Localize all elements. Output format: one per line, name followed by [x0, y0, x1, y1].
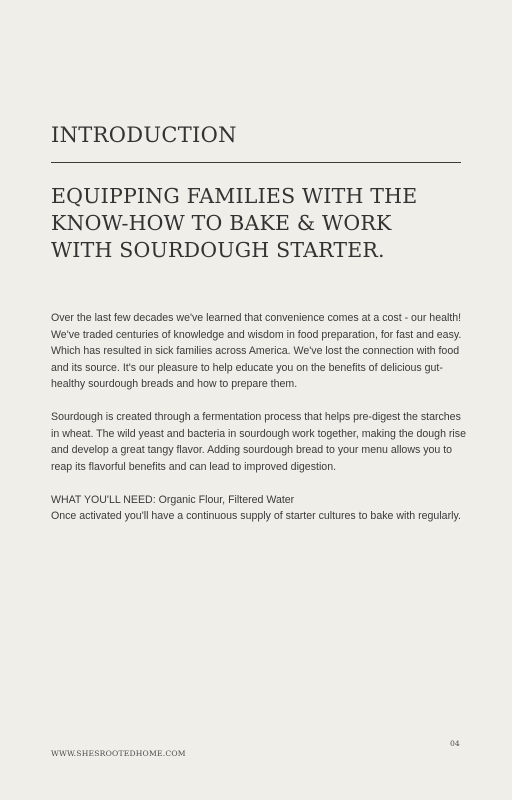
- title-divider: [51, 162, 461, 163]
- headline-line: KNOW-HOW TO BAKE & WORK: [51, 211, 392, 235]
- headline-line: WITH SOURDOUGH STARTER.: [51, 238, 385, 262]
- section-title: INTRODUCTION: [51, 123, 237, 147]
- paragraph-sourdough: Sourdough is created through a fermentation process that helps pre-digest the starches in wheat. The wild yeast and bacteria in sourdough work together, making the dough rise and develop a great tangy flavor. Adding sourdough bread to your menu allows you to reap its flavorful benefits and can lead to improved digestion.: [51, 411, 466, 473]
- page-number: 04: [450, 739, 460, 748]
- body-text: [51, 310, 466, 525]
- headline: [51, 183, 471, 264]
- headline-line: EQUIPPING FAMILIES WITH THE: [51, 184, 418, 208]
- footer-url: WWW.SHESROOTEDHOME.COM: [51, 749, 186, 758]
- paragraph-intro: Over the last few decades we've learned that convenience comes at a cost - our health! We've traded centuries of knowledge and wisdom in food preparation, for fast and easy. Which has resulted in sick families across America. We've lost the connection with food and its source. It's our pleasure to help educate you on the benefits of delicious gut-healthy sourdough breads and how to prepare them.: [51, 312, 462, 390]
- paragraph-ingredients: WHAT YOU'LL NEED: Organic Flour, Filtered Water: [51, 493, 295, 506]
- paragraph-activation: Once activated you'll have a continuous supply of starter cultures to bake with regularly.: [51, 510, 461, 522]
